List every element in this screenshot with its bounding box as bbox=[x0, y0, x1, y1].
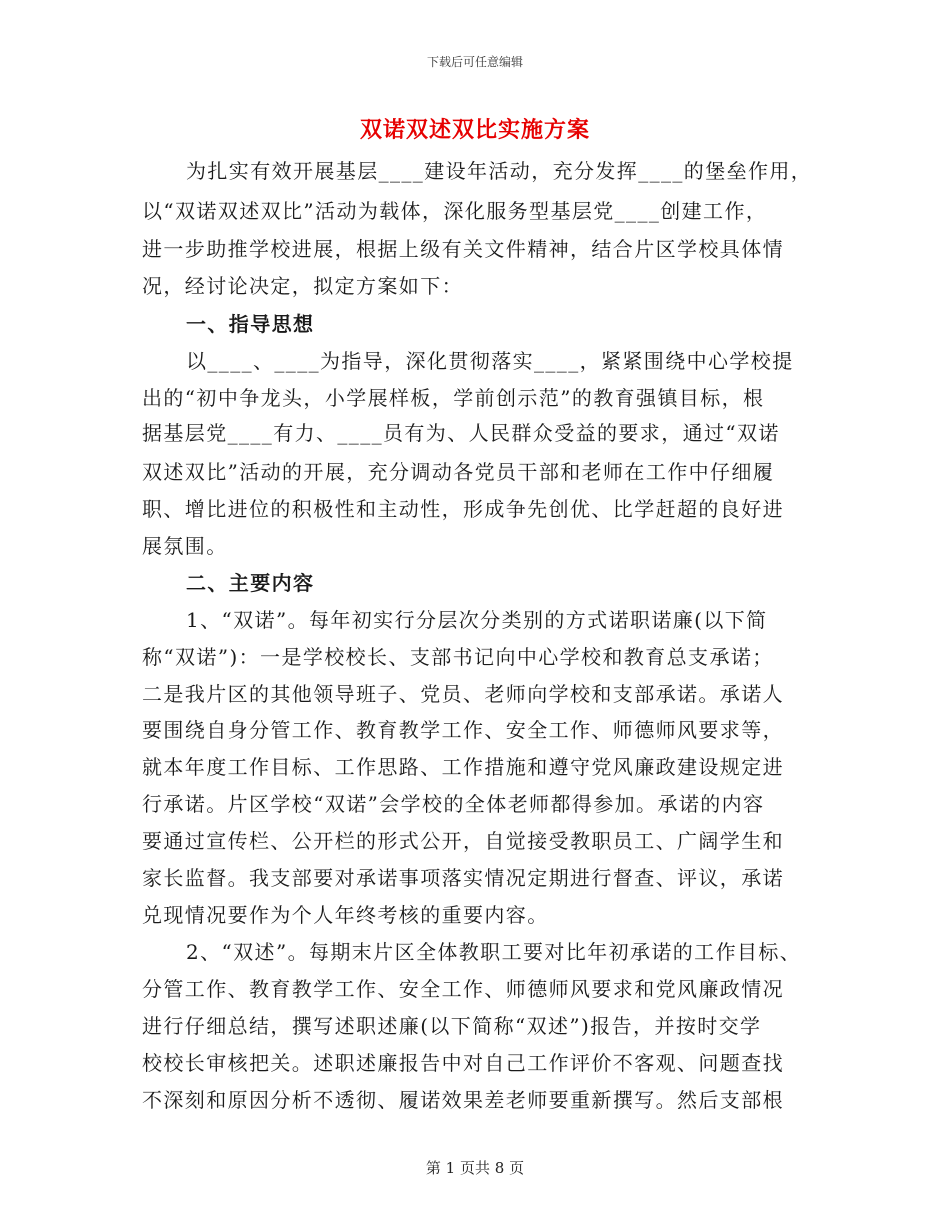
paragraph-line: 要通过宣传栏、公开栏的形式公开，自觉接受教职员工、广阔学生和 bbox=[142, 829, 784, 853]
paragraph-line: 出的“初中争龙头，小学展样板，学前创示范”的教育强镇目标，根 bbox=[142, 386, 765, 410]
paragraph-line: 况，经讨论决定，拟定方案如下： bbox=[142, 274, 463, 298]
paragraph-line: 以“双诺双述双比”活动为载体，深化服务型基层党____创建工作， bbox=[142, 199, 768, 223]
paragraph-line: 分管工作、教育教学工作、安全工作、师德师风要求和党风廉政情况 bbox=[142, 977, 784, 1001]
paragraph-line: 二是我片区的其他领导班子、党员、老师向学校和支部承诺。承诺人 bbox=[142, 682, 784, 706]
document-title: 双诺双述双比实施方案 bbox=[359, 117, 590, 143]
paragraph-line: 不深刻和原因分析不透彻、履诺效果差老师要重新撰写。然后支部根 bbox=[142, 1088, 784, 1112]
paragraph-line: 展氛围。 bbox=[142, 534, 228, 558]
paragraph-line: 职、增比进位的积极性和主动性，形成争先创优、比学赶超的良好进 bbox=[142, 497, 784, 521]
paragraph-line: 校校长审核把关。述职述廉报告中对自己工作评价不客观、问题查找 bbox=[142, 1051, 784, 1075]
section-heading: 二、主要内容 bbox=[186, 571, 315, 595]
section-heading: 一、指导思想 bbox=[186, 312, 315, 336]
paragraph-line: 家长监督。我支部要对承诺事项落实情况定期进行督查、评议，承诺 bbox=[142, 866, 784, 890]
paragraph-line: 称“双诺”)：一是学校校长、支部书记向中心学校和教育总支承诺； bbox=[142, 645, 774, 669]
header-note: 下载后可任意编辑 bbox=[426, 55, 523, 69]
paragraph-line: 就本年度工作目标、工作思路、工作措施和遵守党风廉政建设规定进 bbox=[142, 755, 784, 779]
paragraph-line: 进一步助推学校进展，根据上级有关文件精神，结合片区学校具体情 bbox=[142, 237, 784, 261]
paragraph-line: 双述双比”活动的开展，充分调动各党员干部和老师在工作中仔细履 bbox=[142, 460, 775, 484]
paragraph-line: 进行仔细总结，撰写述职述廉(以下简称“双述”)报告，并按时交学 bbox=[142, 1014, 762, 1038]
paragraph-line: 据基层党____有力、____员有为、人民群众受益的要求，通过“双诺 bbox=[142, 421, 780, 445]
paragraph-line: 兑现情况要作为个人年终考核的重要内容。 bbox=[142, 903, 549, 927]
paragraph-line: 要围绕自身分管工作、教育教学工作、安全工作、师德师风要求等， bbox=[142, 718, 784, 742]
paragraph-line: 1、“双诺”。每年初实行分层次分类别的方式诺职诺廉(以下简 bbox=[186, 608, 768, 632]
paragraph-line: 2、“双述”。每期末片区全体教职工要对比年初承诺的工作目标、 bbox=[186, 940, 802, 964]
paragraph-line: 为扎实有效开展基层____建设年活动，充分发挥____的堡垒作用， bbox=[186, 159, 813, 183]
paragraph-line: 以____、____为指导，深化贯彻落实____，紧紧围绕中心学校提 bbox=[186, 349, 794, 373]
paragraph-line: 行承诺。片区学校“双诺”会学校的全体老师都得参加。承诺的内容 bbox=[142, 792, 765, 816]
page-footer: 第 1 页共 8 页 bbox=[425, 1159, 525, 1177]
